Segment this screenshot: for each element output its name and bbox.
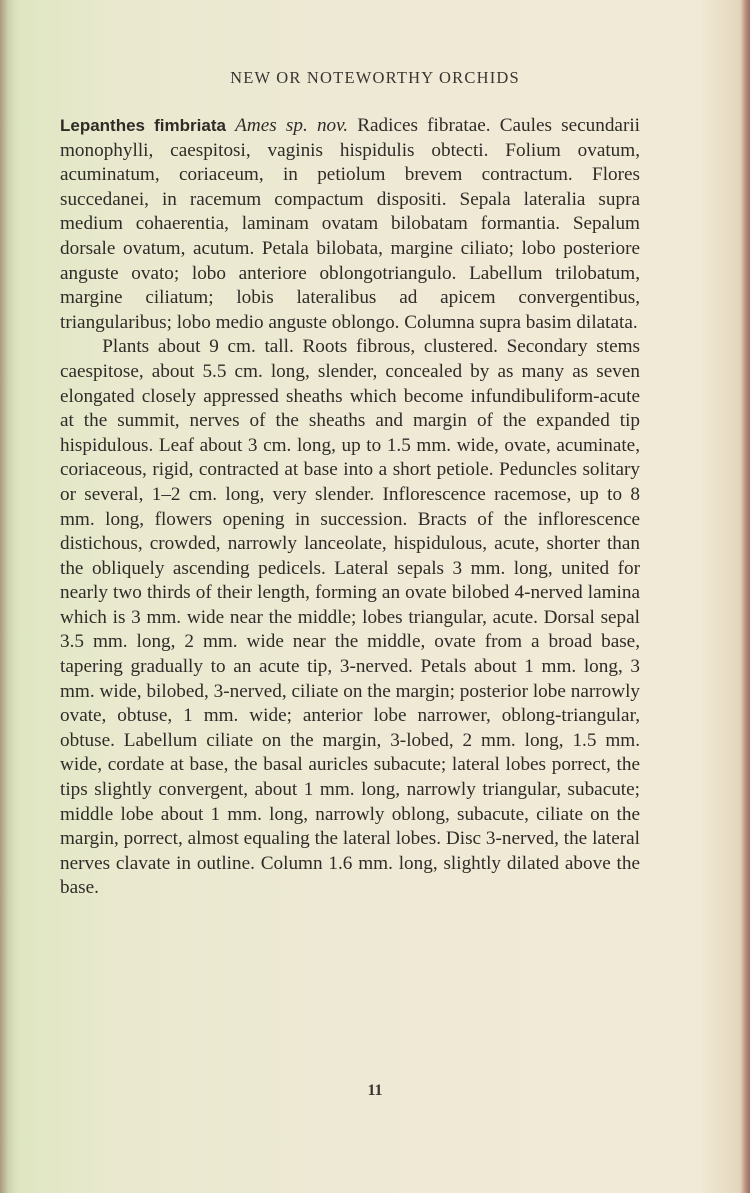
page-body — [60, 114, 640, 901]
species-authority: Ames sp. nov. — [235, 115, 349, 136]
english-description: Plants about 9 cm. tall. Roots fibrous, clustered. Secondary stems caespitose, about 5.5 cm. long, slender, concealed by as many as seven elongated closely appressed sheaths which become infundibuliform-acute at the summit, nerves of the sheaths and margin of the expanded tip hispidulous. Leaf about 3 cm. long, up to 1.5 mm. wide, ovate, acuminate, coriaceous, rigid, contracted at base into a short petiole. Peduncles solitary or several, 1–2 cm. long, very slender. Inflorescence racemose, up to 8 mm. long, flowers opening in succession. Bracts of the inflorescence distichous, crowded, narrowly lanceolate, hispidulous, acute, shorter than the obliquely ascending pedicels. Lateral sepals 3 mm. long, united for nearly two thirds of their length, forming an ovate bilobed 4-nerved lamina which is 3 mm. wide near the middle; lobes triangular, acute. Dorsal sepal 3.5 mm. long, 2 mm. wide near the middle, ovate from a broad base, tapering gradually to an acute tip, 3-nerved. Petals about 1 mm. long, 3 mm. wide, bilobed, 3-nerved, ciliate on the margin; posterior lobe narrowly ovate, obtuse, 1 mm. wide; anterior lobe narrower, oblong-triangular, obtuse. Labellum ciliate on the margin, 3-lobed, 2 mm. long, 1.5 mm. wide, cordate at base, the basal auricles subacute; lateral lobes porrect, the tips slightly convergent, about 1 mm. long, narrowly triangular, subacute; middle lobe about 1 mm. long, narrowly oblong, subacute, ciliate on the margin, porrect, almost equaling the lateral lobes. Disc 3-nerved, the lateral nerves clavate in outline. Column 1.6 mm. long, slightly dilated above the base. — [60, 336, 640, 899]
latin-diagnosis: Radices fibratae. Caules secundarii monophylli, caespitosi, vaginis hispidulis obtecti. Folium ovatum, acuminatum, coriaceum, in petiolum brevem contractum. Flores succedanei, in racemum compactum dispositi. Sepala lateralia supra medium cohaerentia, laminam ovatam bilobatam formantia. Sepalum dorsale ovatum, acutum. Petala bilobata, margine ciliato; lobo posteriore anguste ovato; lobo anteriore oblongotriangulo. Labellum trilobatum, margine ciliatum; lobis lateralibus ad apicem convergentibus, triangularibus; lobo medio anguste oblongo. Columna supra basim dilatata. — [60, 115, 640, 333]
running-head: NEW OR NOTEWORTHY ORCHIDS — [230, 68, 520, 87]
page-number: 11 — [367, 1082, 383, 1099]
species-name: Lepanthes fimbriata — [60, 116, 226, 135]
latin-description — [60, 114, 640, 335]
